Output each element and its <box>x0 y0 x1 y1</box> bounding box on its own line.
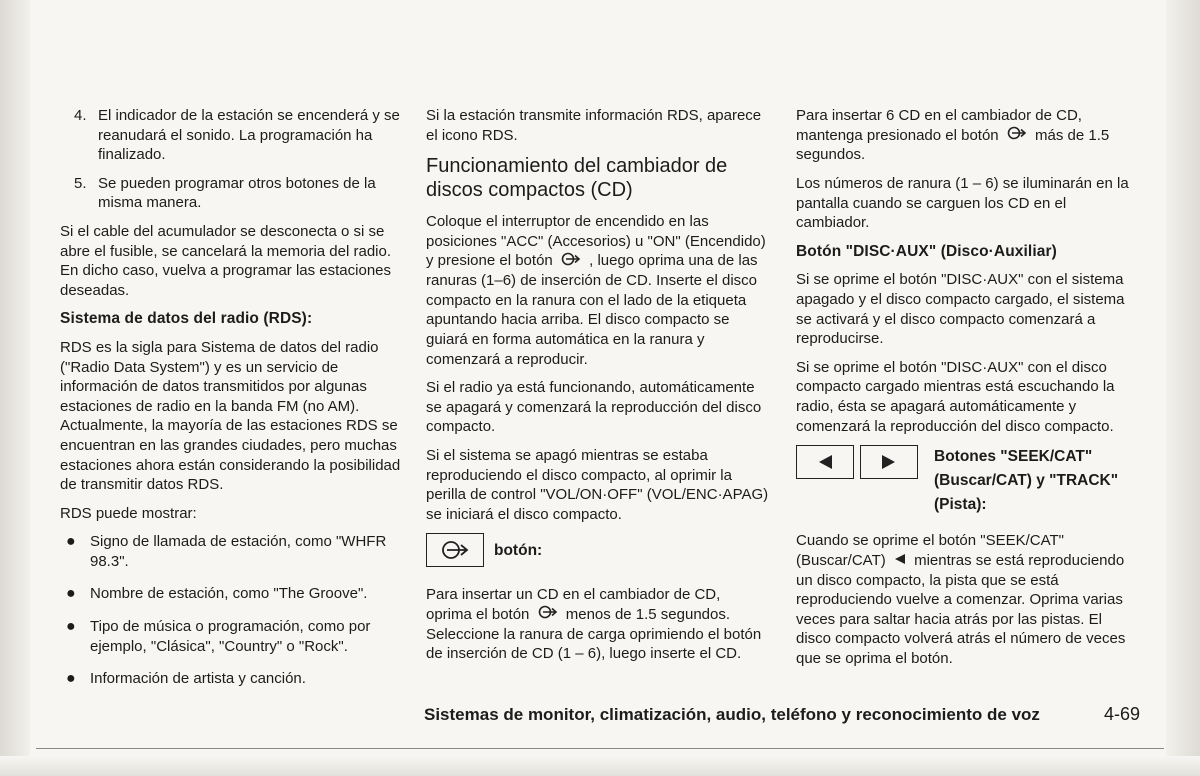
paragraph-text: mientras se está reproduciendo un disco compacto, la pista que se está reproduciendo vuelve a comenzar. Oprima varias veces para saltar hacia atrás por las pistas. El disco compacto volverá atrás el número de veces que se oprima el botón. <box>796 551 1126 667</box>
paragraph-text: Cuando se oprime el botón "SEEK/CAT" (Buscar/CAT) <box>796 532 1065 569</box>
cd-changer-paragraph <box>426 212 770 369</box>
paragraph-text: más de 1.5 segundos. <box>796 126 1110 164</box>
column-2 <box>426 106 770 673</box>
list-item <box>66 584 402 604</box>
rds-icon-paragraph: Si la estación transmite información RDS, aparece el icono RDS. <box>426 107 762 144</box>
bullet-text: Nombre de estación, como "The Groove". <box>90 585 368 603</box>
cd-insert-icon <box>1007 126 1027 146</box>
bullet-icon: ● <box>66 670 76 688</box>
seek-back-button-icon <box>796 445 854 479</box>
rds-bullet-list <box>60 532 402 689</box>
seek-heading-line: Botones "SEEK/CAT" <box>934 448 1093 466</box>
disc-aux-paragraph-1: Si se oprime el botón "DISC·AUX" con el sistema apagado y el disco compacto cargado, el sistema se activará y el disco compacto comenzará a reproducirse. <box>796 271 1125 348</box>
disc-aux-heading: Botón "DISC·AUX" (Disco·Auxiliar) <box>796 242 1057 260</box>
slot-numbers-paragraph: Los números de ranura (1 – 6) se iluminarán en la pantalla cuando se carguen los CD en el cambiador. <box>796 175 1129 232</box>
bullet-icon: ● <box>66 585 76 603</box>
rds-heading: Sistema de datos del radio (RDS): <box>60 310 313 328</box>
page-edge-bottom <box>0 756 1200 776</box>
section-title: Sistemas de monitor, climatización, audio, teléfono y reconocimiento de voz <box>424 705 1040 724</box>
page-edge-right <box>1166 0 1200 776</box>
bullet-icon: ● <box>66 533 76 551</box>
bullet-text: Signo de llamada de estación, como "WHFR 98.3". <box>90 533 387 570</box>
cd-button-label: botón: <box>494 541 543 559</box>
item-number: 5. <box>74 174 87 192</box>
page-edge-left <box>0 0 30 776</box>
seek-back-icon <box>894 551 906 571</box>
bottom-rule <box>36 748 1164 749</box>
cd-insert-button-icon <box>426 533 484 567</box>
seek-button-icons <box>796 445 924 517</box>
insert-6-cd-paragraph <box>796 106 1140 165</box>
paragraph-text: Para insertar 6 CD en el cambiador de CD, mantenga presionado el botón <box>796 107 1082 144</box>
paragraph-text: menos de 1.5 segundos. Seleccione la ranura de carga oprimiendo el botón de inserción de CD (1 – 6), luego inserte el CD. <box>426 605 762 663</box>
bullet-text: Información de artista y canción. <box>90 670 306 688</box>
numbered-item <box>74 174 402 213</box>
seek-heading-line: (Buscar/CAT) y "TRACK" <box>934 472 1119 490</box>
seek-paragraph <box>796 531 1140 668</box>
column-3 <box>796 106 1140 678</box>
seek-heading-text <box>934 445 1118 517</box>
seek-track-heading <box>796 445 1140 517</box>
page-number: 4-69 <box>1103 704 1140 724</box>
page-footer <box>424 704 1140 725</box>
radio-on-paragraph: Si el radio ya está funcionando, automáticamente se apagará y comenzará la reproducción del disco compacto. <box>426 379 762 436</box>
cd-button-heading <box>426 533 770 567</box>
battery-paragraph: Si el cable del acumulador se desconecta o si se abre el fusible, se cancelará la memoria del radio. En dicho caso, vuelva a programar las estaciones deseadas. <box>60 222 392 299</box>
paragraph-text: , luego oprima una de las ranuras (1–6) de inserción de CD. Inserte el disco compacto en la ranura con el lado de la etiqueta apuntando hacia arriba. El disco compacto se guiará en forma automática en la ranura y comenzará a reproducir. <box>426 252 758 368</box>
seek-heading-line: (Pista): <box>934 496 987 514</box>
bullet-icon: ● <box>66 618 76 636</box>
list-item <box>66 669 402 689</box>
item-text: El indicador de la estación se encenderá y se reanudará el sonido. La programación ha finalizado. <box>98 107 400 164</box>
insert-cd-paragraph <box>426 585 770 664</box>
cd-changer-heading: Funcionamiento del cambiador de discos compactos (CD) <box>426 155 728 202</box>
paragraph-text: Para insertar un CD en el cambiador de CD, oprima el botón <box>426 586 721 623</box>
item-text: Se pueden programar otros botones de la misma manera. <box>98 174 376 212</box>
numbered-item <box>74 106 402 165</box>
paragraph-text: Coloque el interruptor de encendido en las posiciones "ACC" (Accesorios) u "ON" (Encendido) y presione el botón <box>426 213 766 270</box>
bullet-text: Tipo de música o programación, como por ejemplo, "Clásica", "Country" o "Rock". <box>90 618 371 655</box>
seek-forward-button-icon <box>860 445 918 479</box>
rds-shows-paragraph: RDS puede mostrar: <box>60 504 197 522</box>
rds-paragraph: RDS es la sigla para Sistema de datos del radio ("Radio Data System") y es un servicio de información de datos transmitidos por algunas estaciones de radio en la banda FM (no AM). Actualmente, la mayoría de las estaciones RDS se encuentran en las grandes ciudades, pero muchas estaciones ahora están considerando la posibilidad de transmitir datos RDS. <box>60 338 401 494</box>
list-item <box>66 532 402 571</box>
cd-insert-icon <box>561 252 581 272</box>
cd-insert-icon <box>538 605 558 625</box>
list-item <box>66 617 402 656</box>
column-1 <box>60 106 402 702</box>
disc-aux-paragraph-2: Si se oprime el botón "DISC·AUX" con el disco compacto cargado mientras está escuchando la radio, ésta se apagará automáticamente y comenzará la reproducción del disco compacto. <box>796 358 1115 435</box>
system-off-paragraph: Si el sistema se apagó mientras se estaba reproduciendo el disco compacto, al oprimir la perilla de control "VOL/ON·OFF" (VOL/ENC·APAG) se iniciará el disco compacto. <box>426 446 769 523</box>
item-number: 4. <box>74 107 87 124</box>
